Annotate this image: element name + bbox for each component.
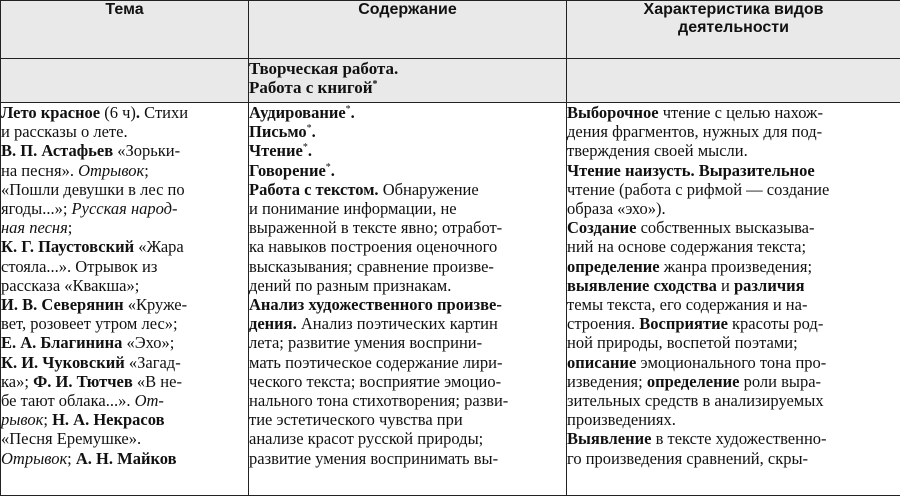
activity-text-run: собственных высказыва- [640,218,815,238]
theme-text-run: В. П. Астафьев [1,141,114,161]
content-text-run: * [345,104,351,115]
header-activity [567,1,900,59]
content-text-run: Работа с текстом. [249,179,379,199]
header-theme: Тема [1,1,249,59]
header-row [1,1,900,59]
content-line [249,218,566,237]
theme-text-run: «Круже- [127,295,188,315]
activity-text-run: описание [567,352,637,372]
activity-text-run: и [721,275,730,295]
section-mark: * [372,79,378,90]
theme-text-run: ; [144,160,149,180]
content-text-run: * [325,161,331,173]
content-text-run: дения. [249,314,297,334]
content-text-run: . [350,103,355,122]
theme-line [1,314,248,333]
content-text-run: мать поэтическое содержание лири- [249,352,503,372]
theme-text-run: стояла...». Отрывок из [1,256,158,276]
content-text-run: ка навыков построения оценочного [249,237,498,257]
theme-text-run: От- [134,391,164,411]
activity-text-run: определение [567,256,660,276]
activity-text-run: чтение (работа с рифмой — создание [567,179,830,199]
content-text-run: * [306,123,312,135]
activity-text-run: произведениях. [567,410,676,430]
activity-text-run: жанра произведения; [663,256,813,276]
activity-text-run: определение [646,371,740,391]
activity-line [567,161,900,180]
content-line [249,410,566,429]
activity-text-run: ной природы, воспетой поэтами; [567,333,798,353]
activity-line [567,391,900,410]
activity-text-run: чтение с целью нахож- [662,103,823,122]
content-line [249,449,566,468]
theme-line [1,161,248,180]
content-cell [249,103,567,496]
content-line [249,372,566,391]
activity-cell [567,103,900,496]
content-line [249,103,566,122]
theme-text-run: ная песня [1,218,68,238]
content-line [249,429,566,448]
header-content: Содержание [249,1,567,59]
content-line [249,180,566,199]
content-text-run: Анализ поэтических картин [300,314,498,334]
theme-line [1,276,248,295]
content-text-run: * [302,142,308,154]
theme-text-run: Русская народ- [71,199,178,219]
content-text [249,103,566,495]
theme-text-run: «Эхо»; [126,333,175,353]
content-text-run: высказывания; сравнение произве- [249,256,494,276]
theme-text-run: рывок [1,410,44,430]
content-text-run: . [330,160,335,180]
theme-line [1,372,248,391]
theme-line [1,295,248,314]
content-text-run: Письмо [249,122,307,142]
activity-line [567,276,900,295]
content-text-run: выраженной в тексте явно; отработ- [249,218,503,238]
activity-line [567,180,900,199]
content-text-run: Говорение [249,160,326,180]
activity-text-run: Чтение наизусть. Выразительное [567,160,815,180]
activity-text-run: образа «эхо»). [567,199,666,219]
activity-text-run: красоты род- [732,314,824,334]
theme-text-run: ; [43,410,48,430]
content-text-run: дений по разным признакам. [249,275,452,295]
theme-text-run: Е. А. Благинина [1,333,123,353]
theme-line [1,199,248,218]
activity-text-run: Выборочное [567,103,659,122]
activity-text-run: строения. [567,314,636,334]
activity-text-run: в тексте художественно- [655,429,827,449]
content-text-run: . [307,141,312,161]
theme-text-run: Лето красное [1,103,101,122]
theme-text-run: «Загад- [128,352,181,372]
content-line [249,314,566,333]
activity-line [567,429,900,448]
activity-text [567,103,900,495]
theme-text-run: на песня». [1,160,74,180]
theme-text [1,103,248,495]
theme-text-run: Н. А. Некрасов [52,410,165,430]
theme-cell [1,103,249,496]
theme-text-run: . [135,103,141,122]
activity-line [567,122,900,141]
activity-text-run: выявление сходства [567,275,717,295]
activity-line [567,449,900,468]
theme-text-run: ; [67,448,72,468]
content-line [249,161,566,180]
theme-line [1,122,248,141]
theme-line [1,391,248,410]
theme-text-run: «Песня Еремушке». [1,429,142,449]
theme-line [1,103,248,122]
content-line [249,141,566,160]
theme-text-run: «Пошли девушки в лес по [1,179,185,199]
activity-text-run: роли выра- [743,371,822,391]
theme-text-run: ; [67,218,73,238]
content-line [249,353,566,372]
theme-line [1,141,248,160]
content-line [249,276,566,295]
theme-line [1,449,248,468]
activity-text-run: дения фрагментов, нужных для под- [567,122,823,142]
theme-line [1,333,248,352]
section-line-2-text: Работа с книгой [249,78,373,97]
theme-text-run: Ф. И. Тютчев [33,371,133,391]
content-text-run: анализе красот русской природы; [249,429,484,449]
content-text-run: нального тона стихотворения; разви- [249,391,509,411]
activity-line [567,103,900,122]
activity-text-run: темы текста, его содержания и на- [567,295,808,315]
activity-text-run: ний на основе содержания текста; [567,237,807,257]
content-line [249,391,566,410]
theme-line [1,410,248,429]
theme-text-run: ягоды...»; [1,199,68,219]
activity-line [567,353,900,372]
body-row [1,103,900,496]
content-text-run: Обнаружение [382,179,479,199]
activity-line [567,372,900,391]
activity-text-run: го произведения сравнений, скры- [567,448,809,468]
section-content-cell [249,59,567,103]
section-line-1: Творческая работа. [249,59,399,78]
activity-line [567,237,900,256]
theme-line [1,237,248,256]
theme-text-run: Стихи [144,103,189,122]
activity-line [567,295,900,314]
activity-line [567,218,900,237]
theme-text-run: К. Г. Паустовский [1,237,135,257]
content-text-run: . [311,122,316,142]
activity-line [567,199,900,218]
activity-line [567,410,900,429]
activity-text-run: различия [734,275,805,295]
section-row [1,59,900,103]
section-line-2 [249,78,566,97]
content-text-run: Чтение [249,141,303,161]
activity-line [567,141,900,160]
theme-line [1,180,248,199]
theme-text-run: (6 ч) [104,103,136,122]
content-line [249,257,566,276]
content-text-run: Аудирование [249,103,346,122]
activity-text-run: Выявление [567,429,652,449]
content-text-run: тие эстетического чувства при [249,410,463,430]
content-line [249,333,566,352]
content-text-run: и понимание информации, не [249,199,457,219]
theme-text-run: рассказа «Квакша»; [1,275,140,295]
content-line [249,237,566,256]
theme-text-run: «Жара [138,237,184,257]
content-line [249,295,566,314]
content-text-run: развитие умения воспринимать вы- [249,448,499,468]
theme-text-run: А. Н. Майков [75,448,177,468]
activity-line [567,314,900,333]
activity-text-run: Создание [567,218,637,238]
content-line [249,122,566,141]
theme-line [1,353,248,372]
theme-text-run: «Зорьки- [117,141,181,161]
theme-line [1,429,248,448]
activity-text-run: эмоционального тона про- [640,352,827,372]
theme-text-run: Отрывок [78,160,145,180]
theme-text-run: К. И. Чуковский [1,352,125,372]
content-text-run: лета; развитие умения восприни- [249,333,483,353]
activity-line [567,333,900,352]
activity-text-run: зительных средств в анализируемых [567,391,824,411]
content-text-run: ческого текста; восприятие эмоцио- [249,371,502,391]
theme-text-run: Отрывок [1,448,68,468]
theme-text-run: вет, розовеет утром лес»; [1,314,178,334]
activity-text-run: Восприятие [639,314,728,334]
theme-text-run: ка»; [1,371,29,391]
theme-text-run: бе тают облака...». [1,391,131,411]
section-activity-cell [567,59,900,103]
section-theme-cell [1,59,249,103]
theme-text-run: И. В. Северянин [1,295,124,315]
content-line [249,199,566,218]
activity-text-run: изведения; [567,371,643,391]
activity-text-run: тверждения своей мысли. [567,141,748,161]
header-activity-label: Характеристика видов деятельности [643,1,824,36]
theme-text-run: и рассказы о лете. [1,122,128,142]
content-text-run: Анализ художественного произве- [249,295,502,315]
theme-line [1,257,248,276]
theme-line [1,218,248,237]
theme-text-run: «В не- [136,371,182,391]
activity-line [567,257,900,276]
